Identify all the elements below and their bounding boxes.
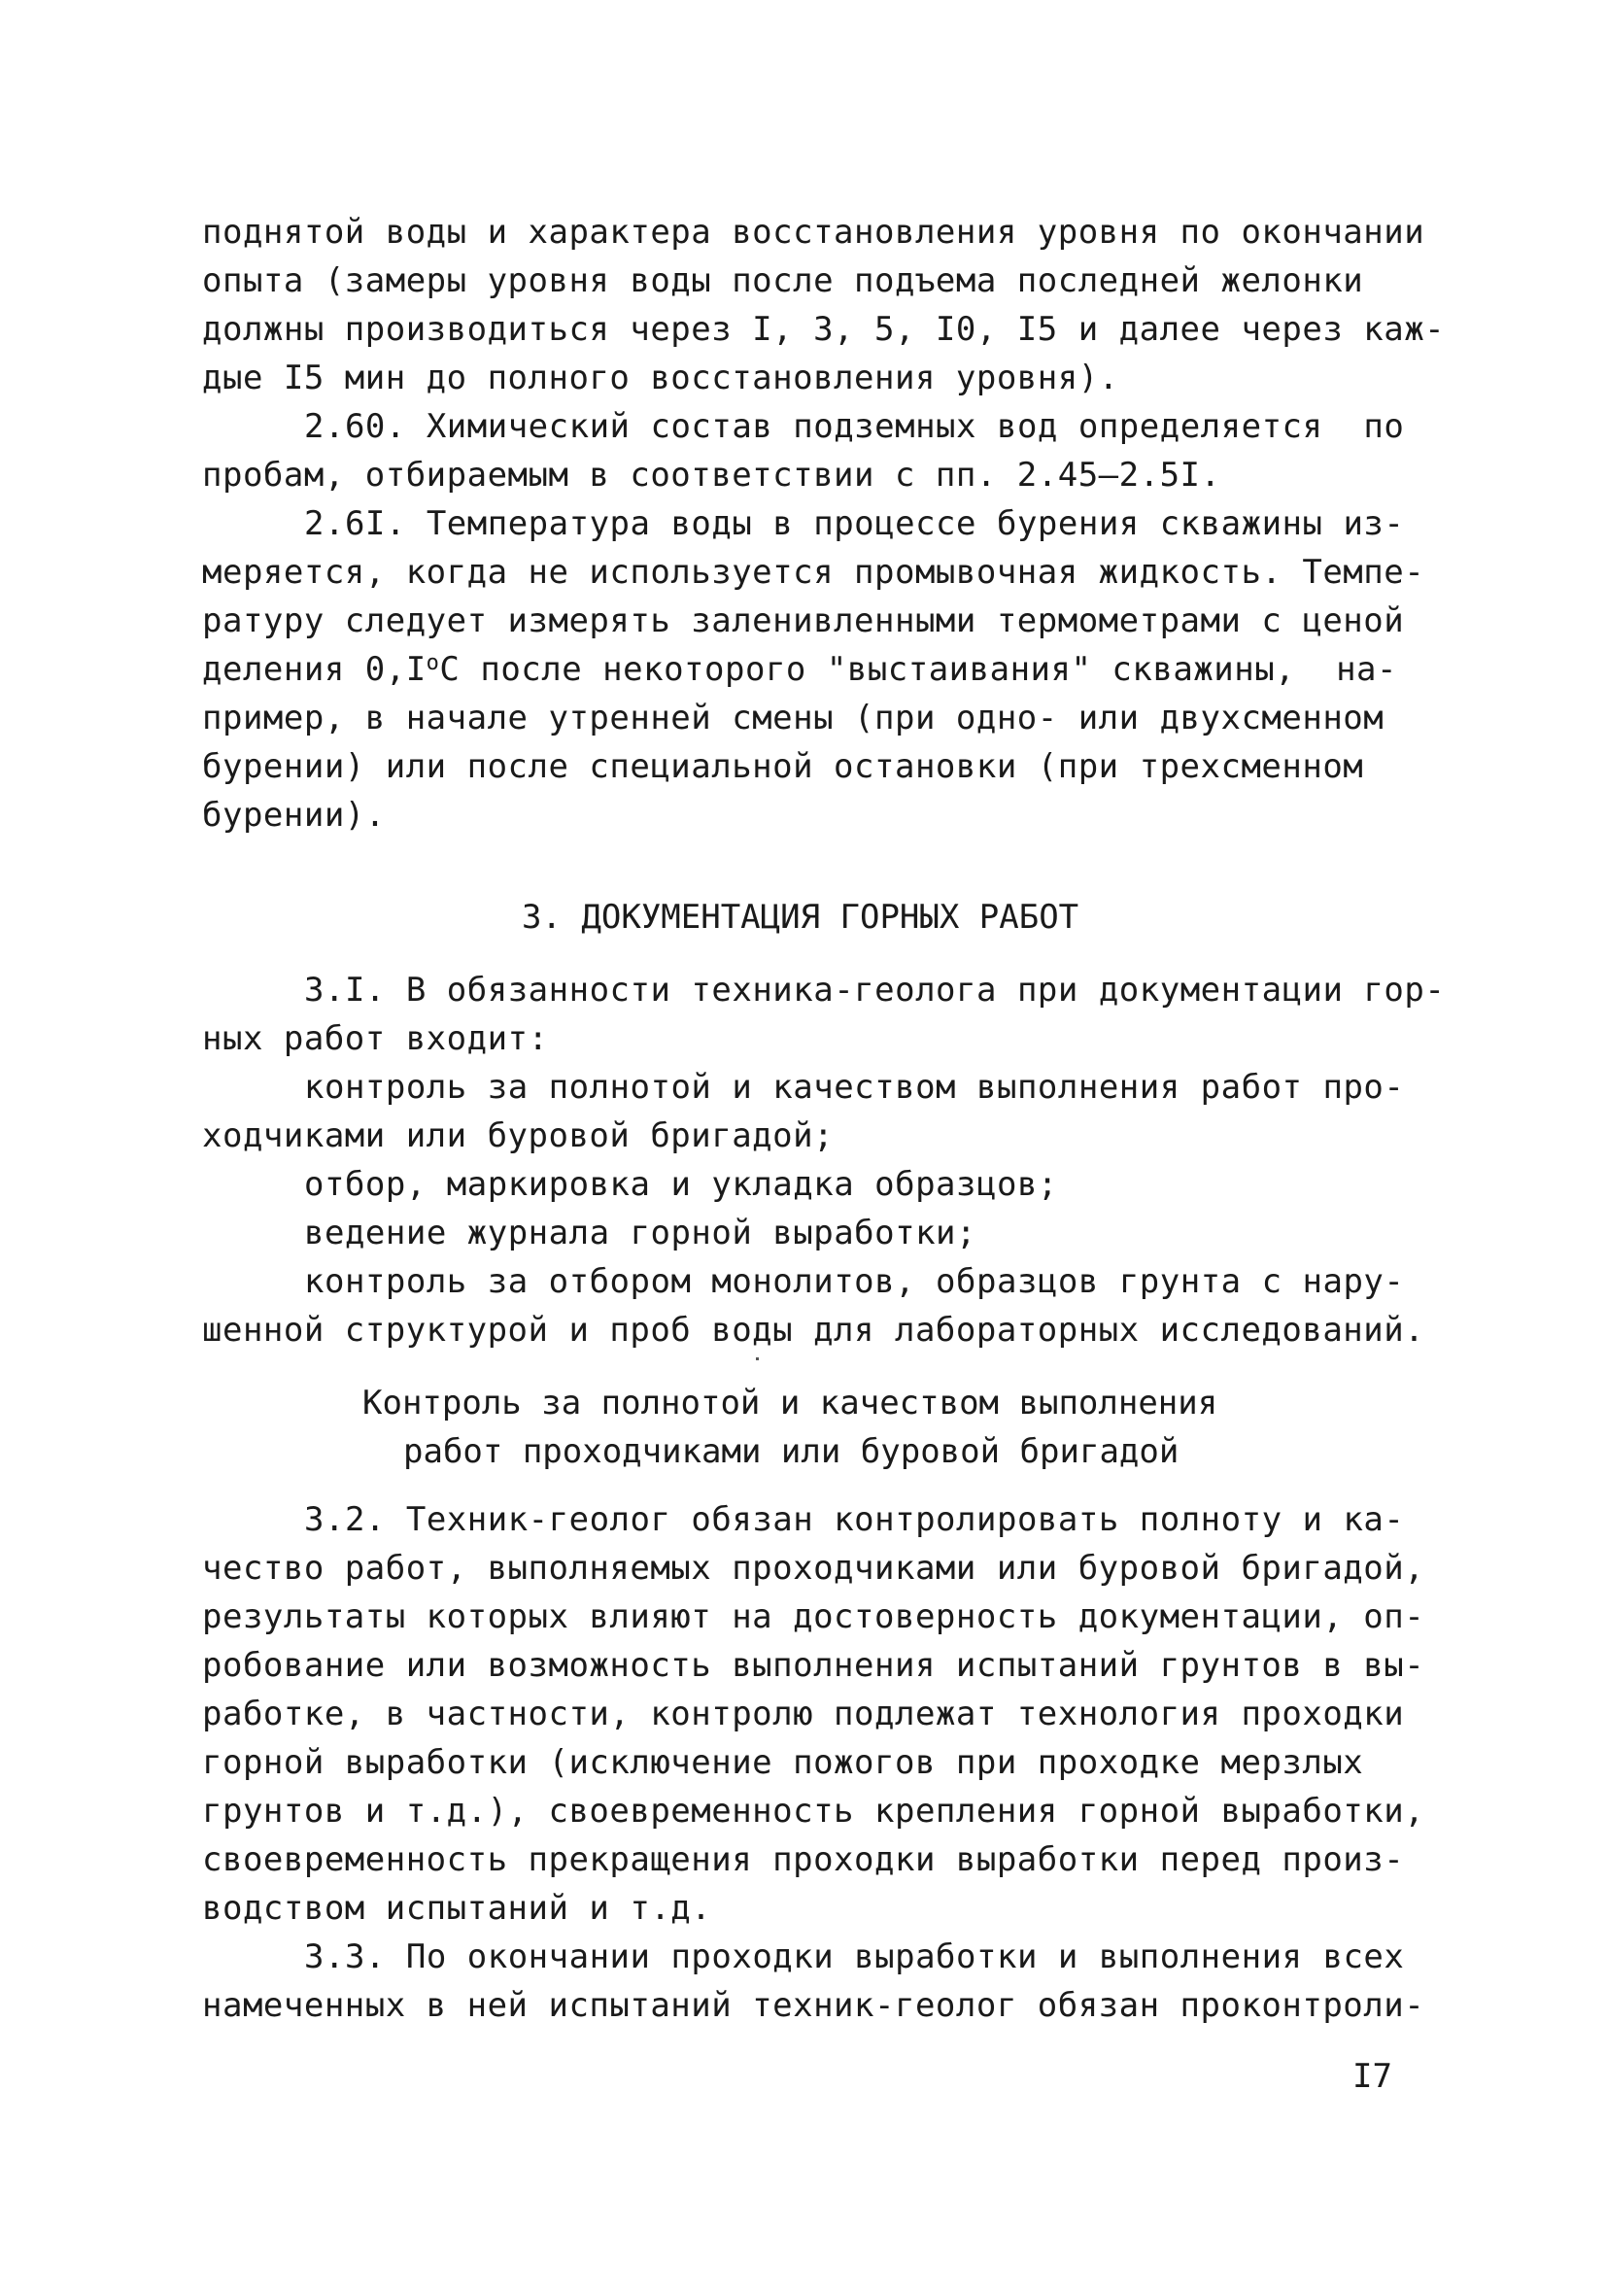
text-line: 2.6I. Температура воды в процессе бурения скважины из- xyxy=(304,504,1405,543)
text-line: опыта (замеры уровня воды после подъема последней желонки xyxy=(202,261,1364,300)
text-line: намеченных в ней испытаний техник-геолог обязан проконтроли- xyxy=(202,1986,1425,2025)
text-line: пробам, отбираемым в соответствии с пп. 2.45–2.5I. xyxy=(202,456,1221,495)
text-line: бурении). xyxy=(202,796,386,835)
scan-speck xyxy=(756,1357,759,1360)
text-line: 3.2. Техник-геолог обязан контролировать полноту и ка- xyxy=(304,1500,1405,1539)
page-number: I7 xyxy=(1352,2057,1392,2096)
text-fragment: деления 0,I xyxy=(202,650,427,689)
text-line: должны производиться через I, 3, 5, I0, I5 и далее через каж- xyxy=(202,310,1446,349)
text-line: горной выработки (исключение пожогов при проходке мерзлых xyxy=(202,1743,1364,1782)
text-line: своевременность прекращения проходки выработки перед произ- xyxy=(202,1840,1405,1879)
subheading-line: Контроль за полнотой и качеством выполнения xyxy=(362,1384,1218,1422)
list-item: отбор, маркировка и укладка образцов; xyxy=(304,1165,1058,1204)
degree-superscript: о xyxy=(426,651,440,675)
text-fragment: С после некоторого "выстаивания" скважины, на- xyxy=(439,650,1397,689)
list-item: контроль за полнотой и качеством выполнения работ про- xyxy=(304,1068,1405,1107)
list-item: контроль за отбором монолитов, образцов грунта с нару- xyxy=(304,1262,1405,1301)
text-line: 2.60. Химический состав подземных вод определяется по xyxy=(304,407,1405,446)
text-line: пример, в начале утренней смены (при одно- или двухсменном xyxy=(202,699,1385,737)
section-heading: 3. ДОКУМЕНТАЦИЯ ГОРНЫХ РАБОТ xyxy=(522,898,1079,937)
text-line: бурении) или после специальной остановки (при трехсменном xyxy=(202,747,1364,786)
text-line: грунтов и т.д.), своевременность крепления горной выработки, xyxy=(202,1792,1425,1831)
text-line: дые I5 мин до полного восстановления уровня). xyxy=(202,359,1119,397)
text-line: ных работ входит: xyxy=(202,1019,549,1058)
text-line: результаты которых влияют на достоверность документации, оп- xyxy=(202,1597,1425,1636)
text-line: поднятой воды и характера восстановления уровня по окончании xyxy=(202,213,1425,252)
text-line: робование или возможность выполнения испытаний грунтов в вы- xyxy=(202,1646,1425,1685)
text-line: меряется, когда не используется промывочная жидкость. Темпе- xyxy=(202,553,1425,592)
text-line xyxy=(202,646,1397,693)
list-item: ведение журнала горной выработки; xyxy=(304,1214,977,1252)
subheading-line: работ проходчиками или буровой бригадой xyxy=(403,1432,1180,1471)
list-item-continuation: шенной структурой и проб воды для лабораторных исследований. xyxy=(202,1311,1425,1350)
text-line: 3.3. По окончании проходки выработки и выполнения всех xyxy=(304,1937,1405,1976)
list-item-continuation: ходчиками или буровой бригадой; xyxy=(202,1116,835,1155)
text-line: чество работ, выполняемых проходчиками или буровой бригадой, xyxy=(202,1549,1425,1588)
text-line: ратуру следует измерять заленивленными термометрами с ценой xyxy=(202,601,1405,640)
text-line: водством испытаний и т.д. xyxy=(202,1889,712,1928)
text-line: 3.I. В обязанности техника-геолога при документации гор- xyxy=(304,971,1446,1010)
text-line: работке, в частности, контролю подлежат технология проходки xyxy=(202,1695,1405,1733)
